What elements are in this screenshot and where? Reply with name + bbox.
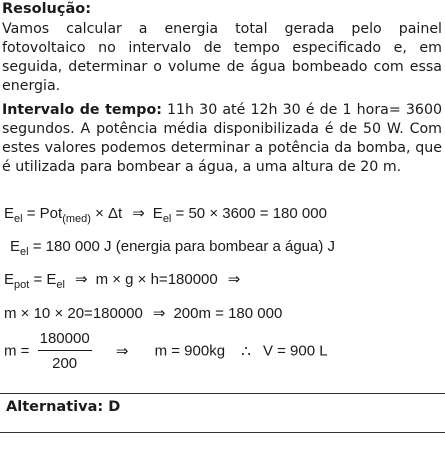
equation-mass-step: m × 10 × 20=180000 ⇒ 200m = 180 000	[4, 305, 283, 322]
equation-potential-energy: $E_{pot} = E_{el}$ ⇒ m × g × h=180000 ⇒	[4, 271, 241, 291]
fraction-numerator: 180000	[38, 330, 92, 351]
implies-arrow: ⇒	[132, 205, 145, 222]
implies-arrow: ⇒	[152, 305, 166, 322]
heading: Resolução:	[2, 1, 92, 17]
divider-bottom	[0, 432, 445, 433]
fraction	[38, 330, 92, 372]
fraction-denominator: 200	[52, 355, 78, 372]
intro-paragraph: Vamos calcular a energia total gerada pelo painel fotovoltaico no intervalo de tempo especificado e, em seguida, determinar o volume de água bombeado com essa energia.	[2, 21, 442, 94]
therefore-symbol: ∴	[241, 343, 251, 360]
time-interval-paragraph	[2, 101, 442, 177]
time-interval-label: Intervalo de tempo:	[2, 102, 162, 118]
divider-top	[0, 393, 445, 394]
equation-mass-result: m = $\frac{180000}{200}$ ⇒ m = 900kg ∴ V = 900 L	[4, 330, 328, 372]
equation-energy-total: $E_{el} = Pot_{(med)} \times \Delta t$ ⇒ $E_{el} = 50 \times 3600 = 180$ 000	[4, 205, 327, 225]
implies-arrow: ⇒	[115, 343, 129, 360]
equation-energy-result: $E_{el} = 180$ 000 J (energia para bombear a água) J	[10, 238, 336, 258]
time-interval-text: 11h 30 até 12h 30 é de 1 hora= 3600 segundos. A potência média disponibilizada é de 50 W. Com estes valores podemos determinar a potência da bomba, que é utilizada para bombear a água, a uma altura de 20 m.	[2, 102, 442, 175]
implies-arrow: ⇒	[74, 271, 88, 288]
implies-arrow: ⇒	[227, 271, 241, 288]
answer-alternative: Alternativa: D	[6, 399, 121, 415]
